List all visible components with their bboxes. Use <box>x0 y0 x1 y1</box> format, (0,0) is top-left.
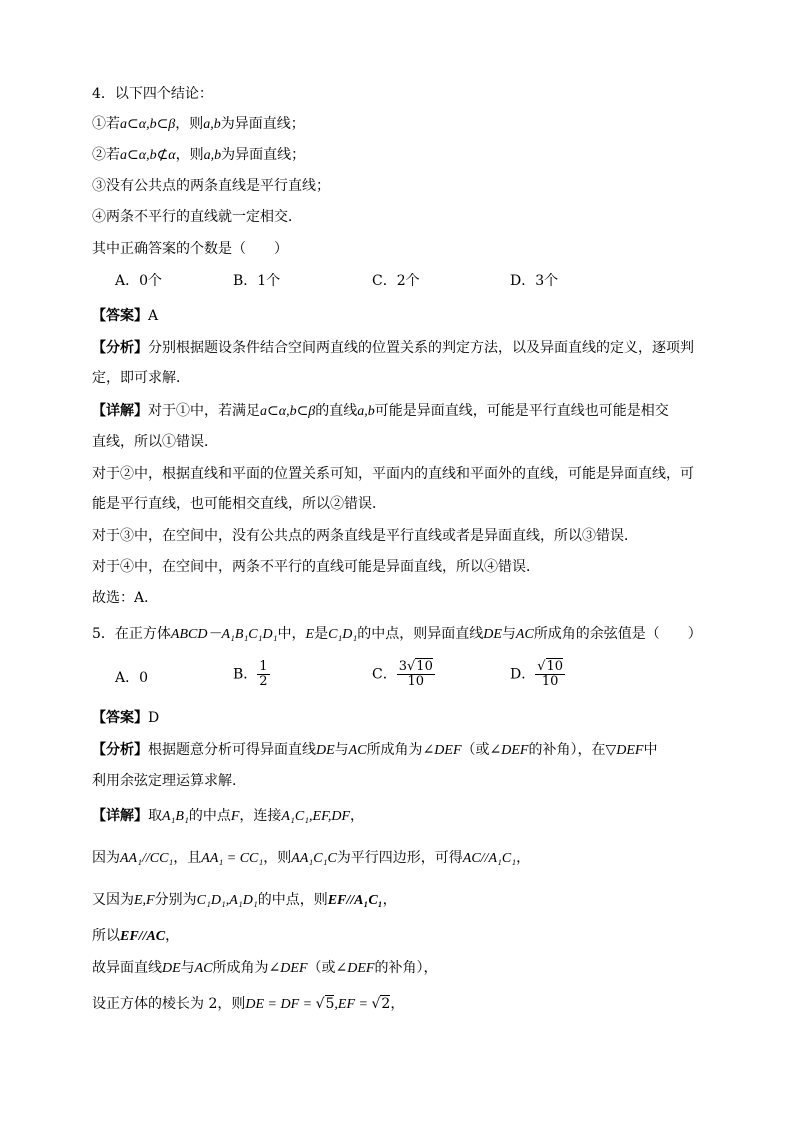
q4-detail-line-4: 能是平行直线，也可能相交直线，所以②错误． <box>92 496 386 512</box>
q5-option-b: B． $\frac{1}{2}$ <box>233 659 268 689</box>
q5-detail-line-2: 因为AA₁//CC₁，且AA₁ = CC₁，则AA₁C₁C为平行四边形，可得AC//A₁C₁， <box>92 850 531 866</box>
q4-detail-line-2: 直线，所以①错误． <box>92 434 218 450</box>
q4-analysis-line-1: 【分析】分别根据题设条件结合空间两直线的位置关系的判定方法，以及异面直线的定义，逐项判 <box>92 340 694 356</box>
q5-analysis-line-2: 利用余弦定理运算求解. <box>92 773 237 789</box>
q4-statement-3: ③没有公共点的两条直线是平行直线； <box>92 178 330 194</box>
q4-question: 其中正确答案的个数是（ ） <box>92 241 288 257</box>
q5-detail-line-3: 又因为E,F分别为C₁D₁,A₁D₁的中点，则EF//A₁C₁， <box>92 892 397 908</box>
q4-detail-line-1: 【详解】对于①中，若满足a⊂α,b⊂β的直线a,b可能是异面直线，可能是平行直线也可能是相交 <box>92 403 669 419</box>
q5-detail-line-4: 所以EF//AC， <box>92 928 180 944</box>
q5-detail-line-6: 设正方体的棱长为 2，则DE = DF = √5,EF = √2， <box>92 996 405 1012</box>
q4-statement-1: ①若a⊂α,b⊂β，则a,b为异面直线； <box>92 116 305 132</box>
q5-option-d: D． $\frac{√10}{10}$ <box>510 659 564 689</box>
q4-option-d: D．3个 <box>510 273 559 289</box>
q4-option-c: C．2个 <box>372 273 420 289</box>
q5-option-a: A．0 <box>115 670 149 686</box>
q4-answer: 【答案】A <box>92 308 159 324</box>
q5-detail-line-1: 【详解】取A₁B₁的中点F，连接A₁C₁,EF,DF， <box>92 808 364 824</box>
q5-detail-line-5: 故异面直线DE与AC所成角为∠DEF（或∠DEF的补角）， <box>92 960 438 976</box>
q4-analysis-line-2: 定，即可求解． <box>92 370 190 386</box>
q4-option-a: A．0个 <box>115 273 163 289</box>
q4-detail-line-5: 对于③中，在空间中，没有公共点的两条直线是平行直线或者是异面直线，所以③错误． <box>92 528 638 544</box>
q5-answer: 【答案】D <box>92 710 160 726</box>
q4-stem: 4．以下四个结论： <box>92 86 213 102</box>
q4-option-b: B．1个 <box>233 273 281 289</box>
q5-stem: 5．在正方体ABCD－A₁B₁C₁D₁中，E是C₁D₁的中点，则异面直线DE与AC所成角的余弦值是（ ） <box>92 626 702 642</box>
q4-detail-line-3: 对于②中，根据直线和平面的位置关系可知，平面内的直线和平面外的直线，可能是异面直线，可 <box>92 466 694 482</box>
q4-statement-2: ②若a⊂α,b⊄α，则a,b为异面直线； <box>92 147 306 163</box>
q4-statement-4: ④两条不平行的直线就一定相交． <box>92 209 302 225</box>
q5-option-d-fraction: $\frac{√10}{10}$ <box>537 659 564 689</box>
q5-option-b-fraction: $\frac{1}{2}$ <box>259 659 268 689</box>
q4-detail-line-6: 对于④中，在空间中，两条不平行的直线可能是异面直线，所以④错误． <box>92 559 540 575</box>
q5-analysis-line-1: 【分析】根据题意分析可得异面直线DE与AC所成角为∠DEF（或∠DEF的补角），在▽DEF中 <box>92 742 658 758</box>
q5-option-c: C． $\frac{3√10}{10}$ <box>372 659 433 689</box>
q4-detail-line-7: 故选：A． <box>92 590 159 606</box>
q5-option-c-fraction: $\frac{3√10}{10}$ <box>398 659 433 689</box>
